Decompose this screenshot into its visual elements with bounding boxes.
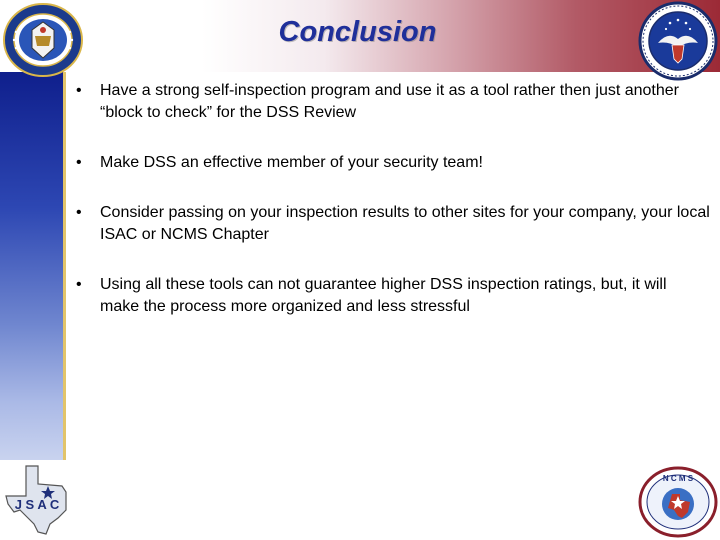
left-side-bar — [0, 72, 64, 460]
bullet-dot: • — [76, 276, 82, 293]
bullet-dot: • — [76, 204, 82, 221]
bullet-item — [76, 152, 710, 174]
bullet-dot: • — [76, 82, 82, 99]
bullet-item — [76, 202, 710, 246]
isac-logo-text: J S A C — [14, 497, 60, 512]
ncms-logo-text: N C M S — [662, 474, 694, 483]
department-of-defense-seal-icon — [636, 1, 720, 81]
bullet-text: Using all these tools can not guarantee higher DSS inspection ratings, but, it will make the process more organized and less stressful — [100, 276, 667, 315]
bullet-text: Consider passing on your inspection results to other sites for your company, your local ISAC or NCMS Chapter — [100, 204, 710, 243]
left-bar-gold-edge — [63, 72, 66, 460]
bullet-text: Have a strong self-inspection program and use it as a tool rather then just another “block to check” for the DSS Review — [100, 82, 679, 121]
slide-title: Conclusion — [278, 16, 437, 48]
bullet-item — [76, 80, 710, 124]
ncms-texas-logo-icon — [638, 466, 718, 538]
bullet-text: Make DSS an effective member of your security team! — [100, 154, 483, 171]
bullet-item — [76, 274, 710, 318]
bullet-dot: • — [76, 154, 82, 171]
defense-security-service-seal-icon — [2, 2, 84, 78]
texas-isac-logo-icon — [2, 462, 72, 538]
bullet-list — [76, 80, 710, 346]
